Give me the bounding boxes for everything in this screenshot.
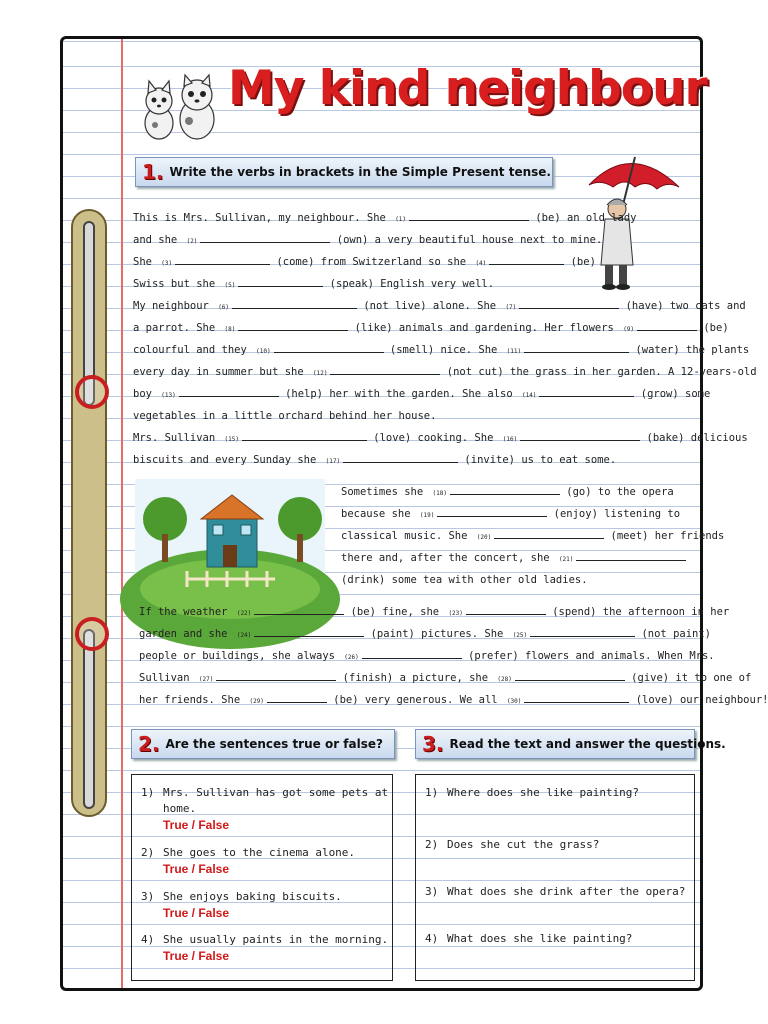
answer-blank[interactable] [254,602,344,615]
gap-number: (27) [198,676,214,683]
text-segment: (be) very generous. We all [326,694,504,706]
question-text: Where does she like painting? [447,786,640,799]
text-segment: She [133,256,159,268]
text-segment: (finish) a picture, she [336,672,495,684]
text-segment: (have) two cats and [619,300,746,312]
text-segment: Mrs. Sullivan [133,432,222,444]
gap-number: (23) [448,610,463,617]
item-number: 1) [425,786,439,799]
text-segment: (bake) delicious [640,432,748,444]
section3-banner [415,729,726,759]
text-line [341,503,680,527]
gap-number: (1) [395,216,407,223]
text-segment: boy [133,388,159,400]
text-line [341,547,686,571]
text-line [133,295,746,319]
binder-clip [71,209,107,817]
text-segment: (meet) her friends [604,530,725,542]
text-segment: (be) an old lady [529,212,637,224]
answer-blank[interactable] [524,340,629,353]
text-line [133,383,710,407]
text-segment: (give) it to one of [624,672,752,684]
answer-blank[interactable] [637,318,697,331]
statement-text: Mrs. Sullivan has got some pets at [163,786,389,799]
answer-blank[interactable] [520,428,640,441]
answer-blank[interactable] [530,624,635,637]
statement-text: She enjoys baking biscuits. [163,890,342,903]
true-false-item [141,889,342,921]
item-number: 4) [141,933,155,946]
gap-number: (18) [432,490,447,497]
true-false-choice[interactable]: True / False [163,906,230,920]
text-segment: (help) her with the garden. She also [278,388,519,400]
text-segment: every day in summer but she [133,366,311,378]
item-number: 4) [425,932,439,945]
text-segment: garden and she [139,628,234,640]
page-title: My kind neighbour [228,61,707,116]
true-false-choice[interactable]: True / False [163,818,230,832]
section2-instruction: Are the sentences true or false? [165,737,383,751]
gap-number: (10) [256,348,271,355]
gap-number: (21) [558,556,574,563]
gap-number: (28) [497,676,512,683]
question-item [425,837,599,853]
text-segment: (not paint) [635,628,711,640]
text-segment: (come) from Switzerland so she [270,256,473,268]
text-line [139,623,711,647]
text-line [341,569,588,591]
section1-banner [135,157,553,187]
text-segment: Sometimes she [341,486,430,498]
answer-blank[interactable] [242,428,367,441]
question-item [425,785,639,801]
answer-blank[interactable] [232,296,357,309]
cats-illustration [137,75,227,145]
answer-blank[interactable] [524,690,629,703]
text-segment: Swiss but she [133,278,222,290]
text-line [133,361,757,385]
text-segment: If the weather [139,606,234,618]
item-number: 2) [425,838,439,851]
gap-number: (26) [344,654,359,661]
text-segment: (go) to the opera [559,486,674,498]
gap-number: (17) [325,458,341,465]
answer-blank[interactable] [330,362,440,375]
item-number: 2) [141,846,155,859]
answer-blank[interactable] [274,340,384,353]
gap-number: (4) [475,260,487,267]
gap-number: (14) [521,392,537,399]
gap-number: (30) [506,698,522,705]
answer-blank[interactable] [254,624,364,637]
binder-rail-bottom [83,629,95,809]
binder-ring-top [75,375,109,409]
gap-number: (9) [623,326,635,333]
text-line [133,427,748,451]
text-segment: because she [341,508,417,520]
answer-blank[interactable] [175,252,270,265]
gap-number: (19) [419,512,435,519]
true-false-item [141,932,388,964]
text-line [341,525,724,549]
answer-blank[interactable] [437,504,547,517]
text-segment: Sullivan [139,672,196,684]
gap-number: (12) [313,370,328,377]
answer-blank[interactable] [466,602,546,615]
binder-ring-bottom [75,617,109,651]
answer-blank[interactable] [494,526,604,539]
text-line [139,601,729,625]
answer-blank[interactable] [576,548,686,561]
text-segment: a parrot. She [133,322,222,334]
text-segment: (own) a very beautiful house next to mine. [330,234,603,246]
section3-number: 3. [422,732,444,756]
gap-number: (11) [506,348,522,355]
answer-blank[interactable] [216,668,336,681]
gap-number: (15) [224,436,239,443]
statement-text-cont: home. [163,802,197,815]
answer-blank[interactable] [238,274,323,287]
section2-banner [131,729,395,759]
text-line [133,251,596,275]
question-text: Does she cut the grass? [447,838,600,851]
text-line [133,317,729,341]
gap-number: (13) [161,392,176,399]
text-segment: (grow) some [634,388,711,400]
statement-text: She goes to the cinema alone. [163,846,356,859]
text-line [133,339,749,363]
true-false-choice[interactable]: True / False [163,949,230,963]
gap-number: (8) [224,326,236,333]
gap-number: (25) [512,632,528,639]
item-number: 3) [141,890,155,903]
text-segment: (not cut) the grass in her garden. A 12-years-old [440,366,757,378]
text-line [133,449,616,473]
text-line [133,229,602,253]
text-segment: This is Mrs. Sullivan, my neighbour. She [133,212,393,224]
text-line [341,481,674,505]
text-segment: (drink) some tea with other old ladies. [341,574,588,586]
true-false-item [141,785,388,833]
margin-line [121,39,123,988]
question-item [425,884,685,900]
answer-blank[interactable] [489,252,564,265]
item-number: 1) [141,786,155,799]
answer-blank[interactable] [179,384,279,397]
text-segment: (water) the plants [629,344,750,356]
gap-number: (24) [236,632,252,639]
text-segment: classical music. She [341,530,474,542]
text-line [139,689,768,713]
gap-number: (5) [224,282,236,289]
text-segment: (like) animals and gardening. Her flowers [348,322,621,334]
text-segment: (spend) the afternoon in her [545,606,730,618]
text-line [139,645,715,669]
text-segment: (prefer) flowers and animals. When Mrs. [461,650,715,662]
text-segment: vegetables in a little orchard behind her house. [133,410,437,422]
gap-number: (22) [236,610,252,617]
text-segment: (invite) us to eat some. [458,454,617,466]
text-segment: (enjoy) listening to [547,508,681,520]
answer-blank[interactable] [515,668,625,681]
text-segment: (be) [564,256,596,268]
answer-blank[interactable] [409,208,529,221]
answer-blank[interactable] [200,230,330,243]
question-item [425,931,632,947]
questions-box [415,774,695,981]
statement-text: She usually paints in the morning. [163,933,389,946]
answer-blank[interactable] [343,450,458,463]
answer-blank[interactable] [539,384,634,397]
text-segment: (be) fine, she [344,606,446,618]
section1-number: 1. [142,160,164,184]
question-text: What does she like painting? [447,932,633,945]
gap-number: (7) [505,304,517,311]
question-text: What does she drink after the opera? [447,885,686,898]
worksheet-page [60,36,768,991]
text-segment: there and, after the concert, she [341,552,556,564]
answer-blank[interactable] [238,318,348,331]
text-segment: colourful and they [133,344,254,356]
gap-number: (16) [502,436,518,443]
answer-blank[interactable] [450,482,560,495]
gap-number: (29) [249,698,264,705]
text-segment: (not live) alone. She [357,300,503,312]
gap-number: (20) [476,534,492,541]
text-segment: (paint) pictures. She [364,628,510,640]
text-line [139,667,751,691]
item-number: 3) [425,885,439,898]
answer-blank[interactable] [267,690,327,703]
text-segment: (be) [697,322,729,334]
text-line [133,207,637,231]
text-segment: (speak) English very well. [323,278,495,290]
text-segment: and she [133,234,184,246]
gap-number: (3) [161,260,173,267]
text-segment: (smell) nice. She [383,344,504,356]
text-segment: people or buildings, she always [139,650,342,662]
text-segment: My neighbour [133,300,216,312]
text-segment: (love) our neighbour! [629,694,768,706]
text-line [133,273,494,297]
section1-instruction: Write the verbs in brackets in the Simple Present tense. [169,165,551,179]
answer-blank[interactable] [362,646,462,659]
text-line [133,405,436,427]
text-segment: biscuits and every Sunday she [133,454,323,466]
true-false-item [141,845,355,877]
text-segment: her friends. She [139,694,247,706]
true-false-choice[interactable]: True / False [163,862,230,876]
section2-number: 2. [138,732,160,756]
house-garden-illustration [135,479,325,601]
text-segment: (love) cooking. She [366,432,500,444]
answer-blank[interactable] [519,296,619,309]
gap-number: (6) [218,304,230,311]
gap-number: (2) [186,238,198,245]
section3-instruction: Read the text and answer the questions. [449,737,726,751]
